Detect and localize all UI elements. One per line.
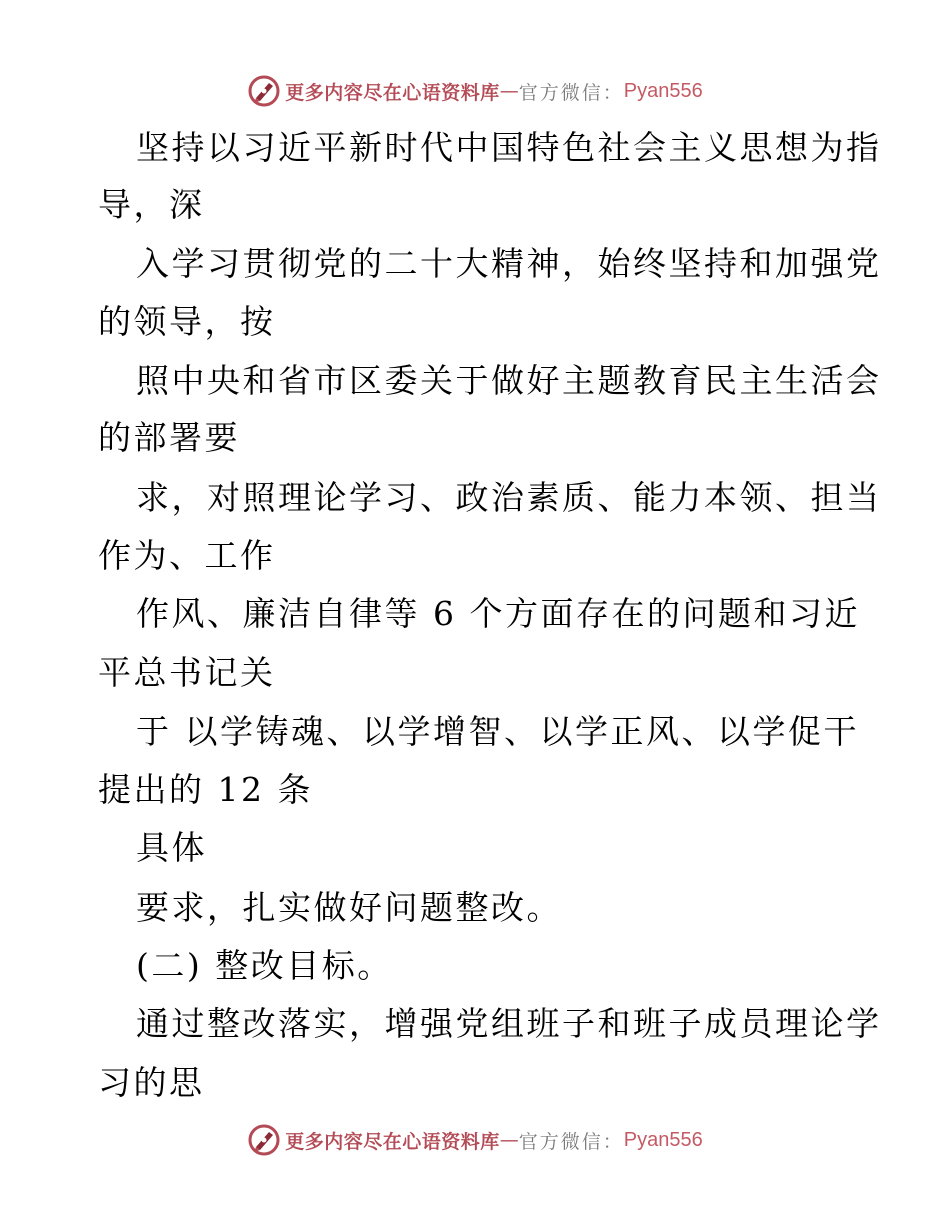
paragraph-line: 坚持以习近平新时代中国特色社会主义思想为指	[136, 128, 882, 167]
paragraph-line: 作为、工作	[98, 536, 276, 575]
paragraph-line: 入学习贯彻党的二十大精神，始终坚持和加强党	[136, 244, 882, 283]
pen-circle-logo-icon	[247, 74, 281, 108]
watermark-site-text: 更多内容尽在心语资料库	[285, 1130, 500, 1153]
watermark-dash: —	[499, 80, 519, 102]
watermark-dash: —	[499, 1129, 519, 1151]
paragraph-line: 要求，扎实做好问题整改。	[136, 888, 562, 927]
watermark-official-text: 官方微信：	[518, 81, 624, 104]
watermark-site-text: 更多内容尽在心语资料库	[285, 81, 500, 104]
paragraph-line: 通过整改落实，增强党组班子和班子成员理论学	[136, 1004, 882, 1043]
paragraph-line: 平总书记关	[98, 653, 276, 692]
paragraph-line: 习的思	[98, 1063, 205, 1102]
paragraph-line: 提出的 12 条	[98, 770, 313, 809]
paragraph-line: 的部署要	[98, 418, 240, 457]
watermark-wechat-id: Pyan556	[623, 1128, 703, 1151]
paragraph-line: 导，深	[98, 185, 205, 224]
pen-circle-logo-icon	[247, 1123, 281, 1157]
header-watermark	[0, 71, 950, 111]
paragraph-line: 作风、廉洁自律等 6 个方面存在的问题和习近	[136, 594, 860, 633]
section-heading: (二) 整改目标。	[136, 946, 393, 985]
watermark-wechat-id: Pyan556	[623, 79, 703, 102]
paragraph-line: 求，对照理论学习、政治素质、能力本领、担当	[136, 478, 882, 517]
paragraph-line: 照中央和省市区委关于做好主题教育民主生活会	[136, 361, 882, 400]
watermark-official-text: 官方微信：	[518, 1130, 624, 1153]
paragraph-line: 于 以学铸魂、以学增智、以学正风、以学促干	[136, 712, 859, 751]
paragraph-line: 具体	[136, 828, 207, 867]
footer-watermark	[0, 1120, 950, 1160]
paragraph-line: 的领导，按	[98, 302, 276, 341]
